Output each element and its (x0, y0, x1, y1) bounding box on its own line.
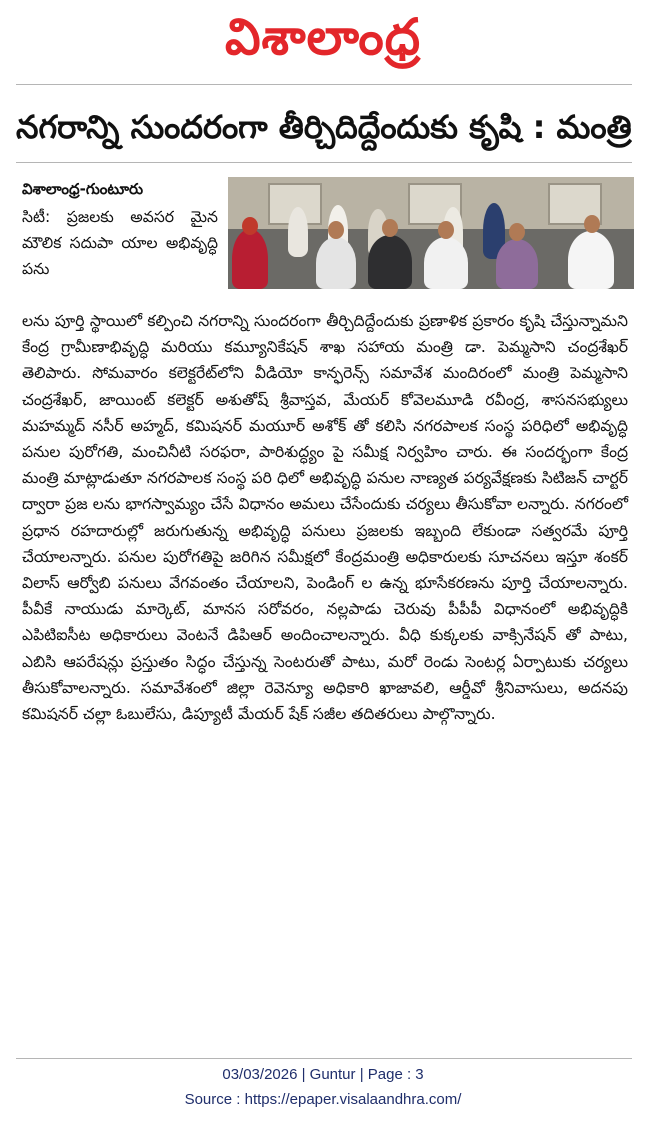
footer-divider (16, 1058, 632, 1059)
meeting-photo (228, 177, 634, 289)
headline-divider (16, 162, 632, 163)
lead-paragraph: సిటీ: ప్రజలకు అవసర మైన మౌలిక సదుపా యాల అభివృద్ధి పను (22, 208, 218, 279)
article-dateline: విశాలాంధ్ర-గుంటూరు (22, 180, 144, 198)
footer-source: Source : https://epaper.visalaandhra.com/ (184, 1091, 462, 1108)
footer-dateline: 03/03/2026 | Guntur | Page : 3 (222, 1066, 424, 1083)
top-divider (16, 84, 632, 85)
body-paragraph: లను పూర్తి స్థాయిలో కల్పించి నగరాన్ని సుందరంగా తీర్చిదిద్దేందుకు ప్రణాళిక ప్రకారం కృషి చేస్తున్నామని కేంద్ర గ్రామీణాభివృద్ధి మరియు కమ్యూనికేషన్ శాఖ సహాయ మంత్రి డా. పెమ్మసాని చంద్రశేఖర్ తెలిపారు. సోమవారం కలెక్టరేట్‌లోని వీడియో కాన్ఫరెన్స్ సమావేశ మందిరంలో మంత్రి పెమ్మసాని చంద్రశేఖర్, జాయింట్ కలెక్టర్ అశుతోష్ శ్రీవాస్తవ, మేయర్ కోవెలమూడి రవీంద్ర, శాసనసభ్యులు మహమ్మద్ నసీర్ అహ్మద్, కమిషనర్ మయూర్ అశోక్ తో కలిసి నగరపాలక సంస్థ పరిధిలో అభివృద్ధి పనుల పురోగతి, మంచినీటి సరఫరా, పారిశుద్ధ్యం పై సమీక్ష నిర్వహిం చారు. ఈ సందర్భంగా కేంద్ర మంత్రి మాట్లాడుతూ నగరపాలక సంస్థ పరి ధిలో అభివృద్ధి పనుల నాణ్యత పర్యవేక్షణకు సిటిజన్ చార్టర్ ద్వారా ప్రజ లను భాగస్వామ్యం చేసే విధానం అమలు చేసేందుకు చర్యలు తీసుకోవా లన్నారు. నగరంలో ప్రధాన రహదారుల్లో జరుగుతున్న అభివృద్ధి పనులు ప్రజలకు ఇబ్బంది లేకుండా సత్వరమే పూర్తి చేయాలన్నారు. పనుల పురోగతిపై జరిగిన సమీక్షలో కేంద్రమంత్రి అధికారులకు సూచనలు ఇస్తూ శంకర్ విలాస్ ఆర్వోబి పనులు వేగవంతం చేయాలని, పెండింగ్ ల ఉన్న భూసేకరణను పూర్తి చేయాలన్నారు. పీవీకే నాయుడు మార్కెట్, మానస సరోవరం, నల్లపాడు చెరువు పీపీపీ విధానంలో అభివృద్ధికి ఎపిటిఐసీట అధికారులు వెంటనే డిపిఆర్ అందించాలన్నారు. వీధి కుక్కలకు వాక్సినేషన్ తో పాటు, ఎబిసి ఆపరేషన్లు ప్రస్తుతం సిద్ధం చేస్తున్న సెంటరుతో పాటు, మరో రెండు సెంటర్ల ఏర్పాటుకు చర్యలు తీసుకోవాలన్నారు. సమావేశంలో జిల్లా రెవెన్యూ అధికారి ఖాజావలి, ఆర్డీవో శ్రీనివాసులు, అదనపు కమిషనర్ చల్లా ఓబులేసు, డిప్యూటీ మేయర్ షేక్ సజీల తదితరులు పాల్గొన్నారు. (22, 312, 628, 724)
article-body (22, 308, 628, 727)
article-headline: నగరాన్ని సుందరంగా తీర్చిదిద్దేందుకు కృషి : మంత్రి (16, 108, 632, 146)
newspaper-logo: విశాలాంధ్ర (224, 7, 422, 66)
article-lead (22, 204, 218, 283)
masthead (0, 0, 646, 78)
